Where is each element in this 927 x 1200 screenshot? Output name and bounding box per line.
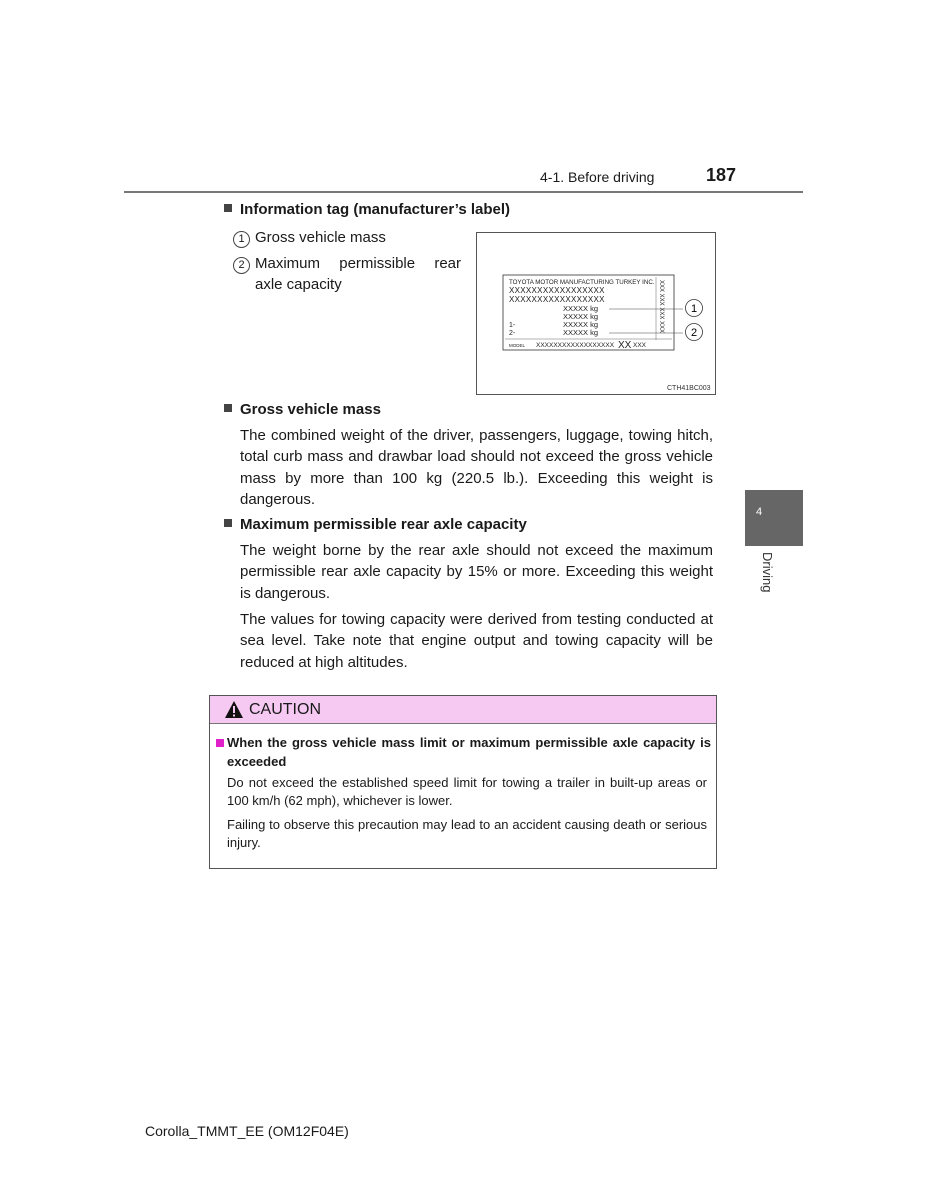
callout-number: 1 bbox=[233, 231, 250, 248]
header-divider bbox=[124, 191, 803, 193]
callout-number: 1 bbox=[690, 303, 698, 315]
label-side-text: XXX XXX XXX XXX bbox=[658, 280, 664, 334]
label-illustration bbox=[476, 232, 716, 395]
warning-triangle-icon bbox=[224, 700, 244, 719]
rear-axle-heading bbox=[224, 516, 527, 533]
info-tag-item-2 bbox=[233, 253, 466, 295]
chapter-number: 4 bbox=[756, 506, 763, 518]
towing-capacity-note: The values for towing capacity were derived from testing conducted at sea level. Take note that engine output and towing capacity will be reduced at high altitudes. bbox=[240, 611, 713, 671]
callout-number: 2 bbox=[233, 257, 250, 274]
info-tag-heading bbox=[224, 201, 510, 218]
gross-vehicle-mass-heading-text: Gross vehicle mass bbox=[240, 401, 381, 418]
bullet-square-icon bbox=[224, 404, 232, 412]
rear-axle-body: The weight borne by the rear axle should not exceed the maximum permissible rear axle capacity by 15% or more. Exceeding this weight is dangerous. bbox=[240, 542, 713, 602]
caution-subheading: When the gross vehicle mass limit or maximum permissible axle capacity is exceeded bbox=[227, 735, 711, 769]
info-tag-item-text: Gross vehicle mass bbox=[255, 229, 386, 246]
chapter-tab bbox=[745, 490, 803, 546]
page-number: 187 bbox=[706, 165, 737, 185]
rear-axle-heading-text: Maximum permissible rear axle capacity bbox=[240, 516, 527, 533]
label-line: XXXXXXXXXXXXXXXXX bbox=[509, 295, 605, 304]
manufacturer-label-drawing bbox=[477, 233, 715, 394]
caution-title: CAUTION bbox=[249, 701, 321, 718]
label-axle-prefix: 1- bbox=[509, 322, 516, 329]
label-model-xx: XX bbox=[618, 340, 632, 351]
label-mass: XXXXX kg bbox=[563, 304, 599, 313]
caution-paragraph-1: Do not exceed the established speed limit for towing a trailer in built-up areas or 100 km/h (62 mph), whichever is lower. bbox=[227, 775, 707, 808]
label-axle: XXXXX kg bbox=[563, 328, 599, 337]
chapter-name: Driving bbox=[760, 552, 775, 593]
callout-number: 2 bbox=[690, 327, 698, 339]
label-axle: XXXXX kg bbox=[563, 320, 599, 329]
footer-doc-id: Corolla_TMMT_EE (OM12F04E) bbox=[145, 1123, 349, 1139]
label-line: XXXXXXXXXXXXXXXXX bbox=[509, 286, 605, 295]
gross-vehicle-mass-body: The combined weight of the driver, passengers, luggage, towing hitch, total curb mass and drawbar load should not exceed the gross vehicle mass by more than 100 kg (220.5 lb.). Exceeding this weight is dangerous. bbox=[240, 427, 713, 508]
gross-vehicle-mass-heading bbox=[224, 401, 381, 418]
caution-bullet-icon bbox=[216, 739, 224, 747]
label-maker: TOYOTA MOTOR MANUFACTURING TURKEY INC. bbox=[509, 279, 655, 286]
label-model-xxx: XXX bbox=[633, 342, 647, 349]
label-model-value: XXXXXXXXXXXXXXXXXX bbox=[536, 342, 615, 349]
label-mass: XXXXX kg bbox=[563, 312, 599, 321]
info-tag-item-1 bbox=[233, 227, 466, 248]
bullet-square-icon bbox=[224, 204, 232, 212]
figure-code: CTH41BC003 bbox=[667, 385, 711, 392]
label-axle-prefix: 2- bbox=[509, 330, 516, 337]
info-tag-item-text: Maximum permissible rear axle capacity bbox=[255, 255, 461, 293]
section-title: 4-1. Before driving bbox=[540, 169, 655, 185]
label-model-label: MODEL bbox=[509, 343, 526, 348]
bullet-square-icon bbox=[224, 519, 232, 527]
caution-paragraph-2: Failing to observe this precaution may lead to an accident causing death or serious injury. bbox=[227, 817, 707, 850]
info-tag-heading-text: Information tag (manufacturer’s label) bbox=[240, 201, 511, 218]
